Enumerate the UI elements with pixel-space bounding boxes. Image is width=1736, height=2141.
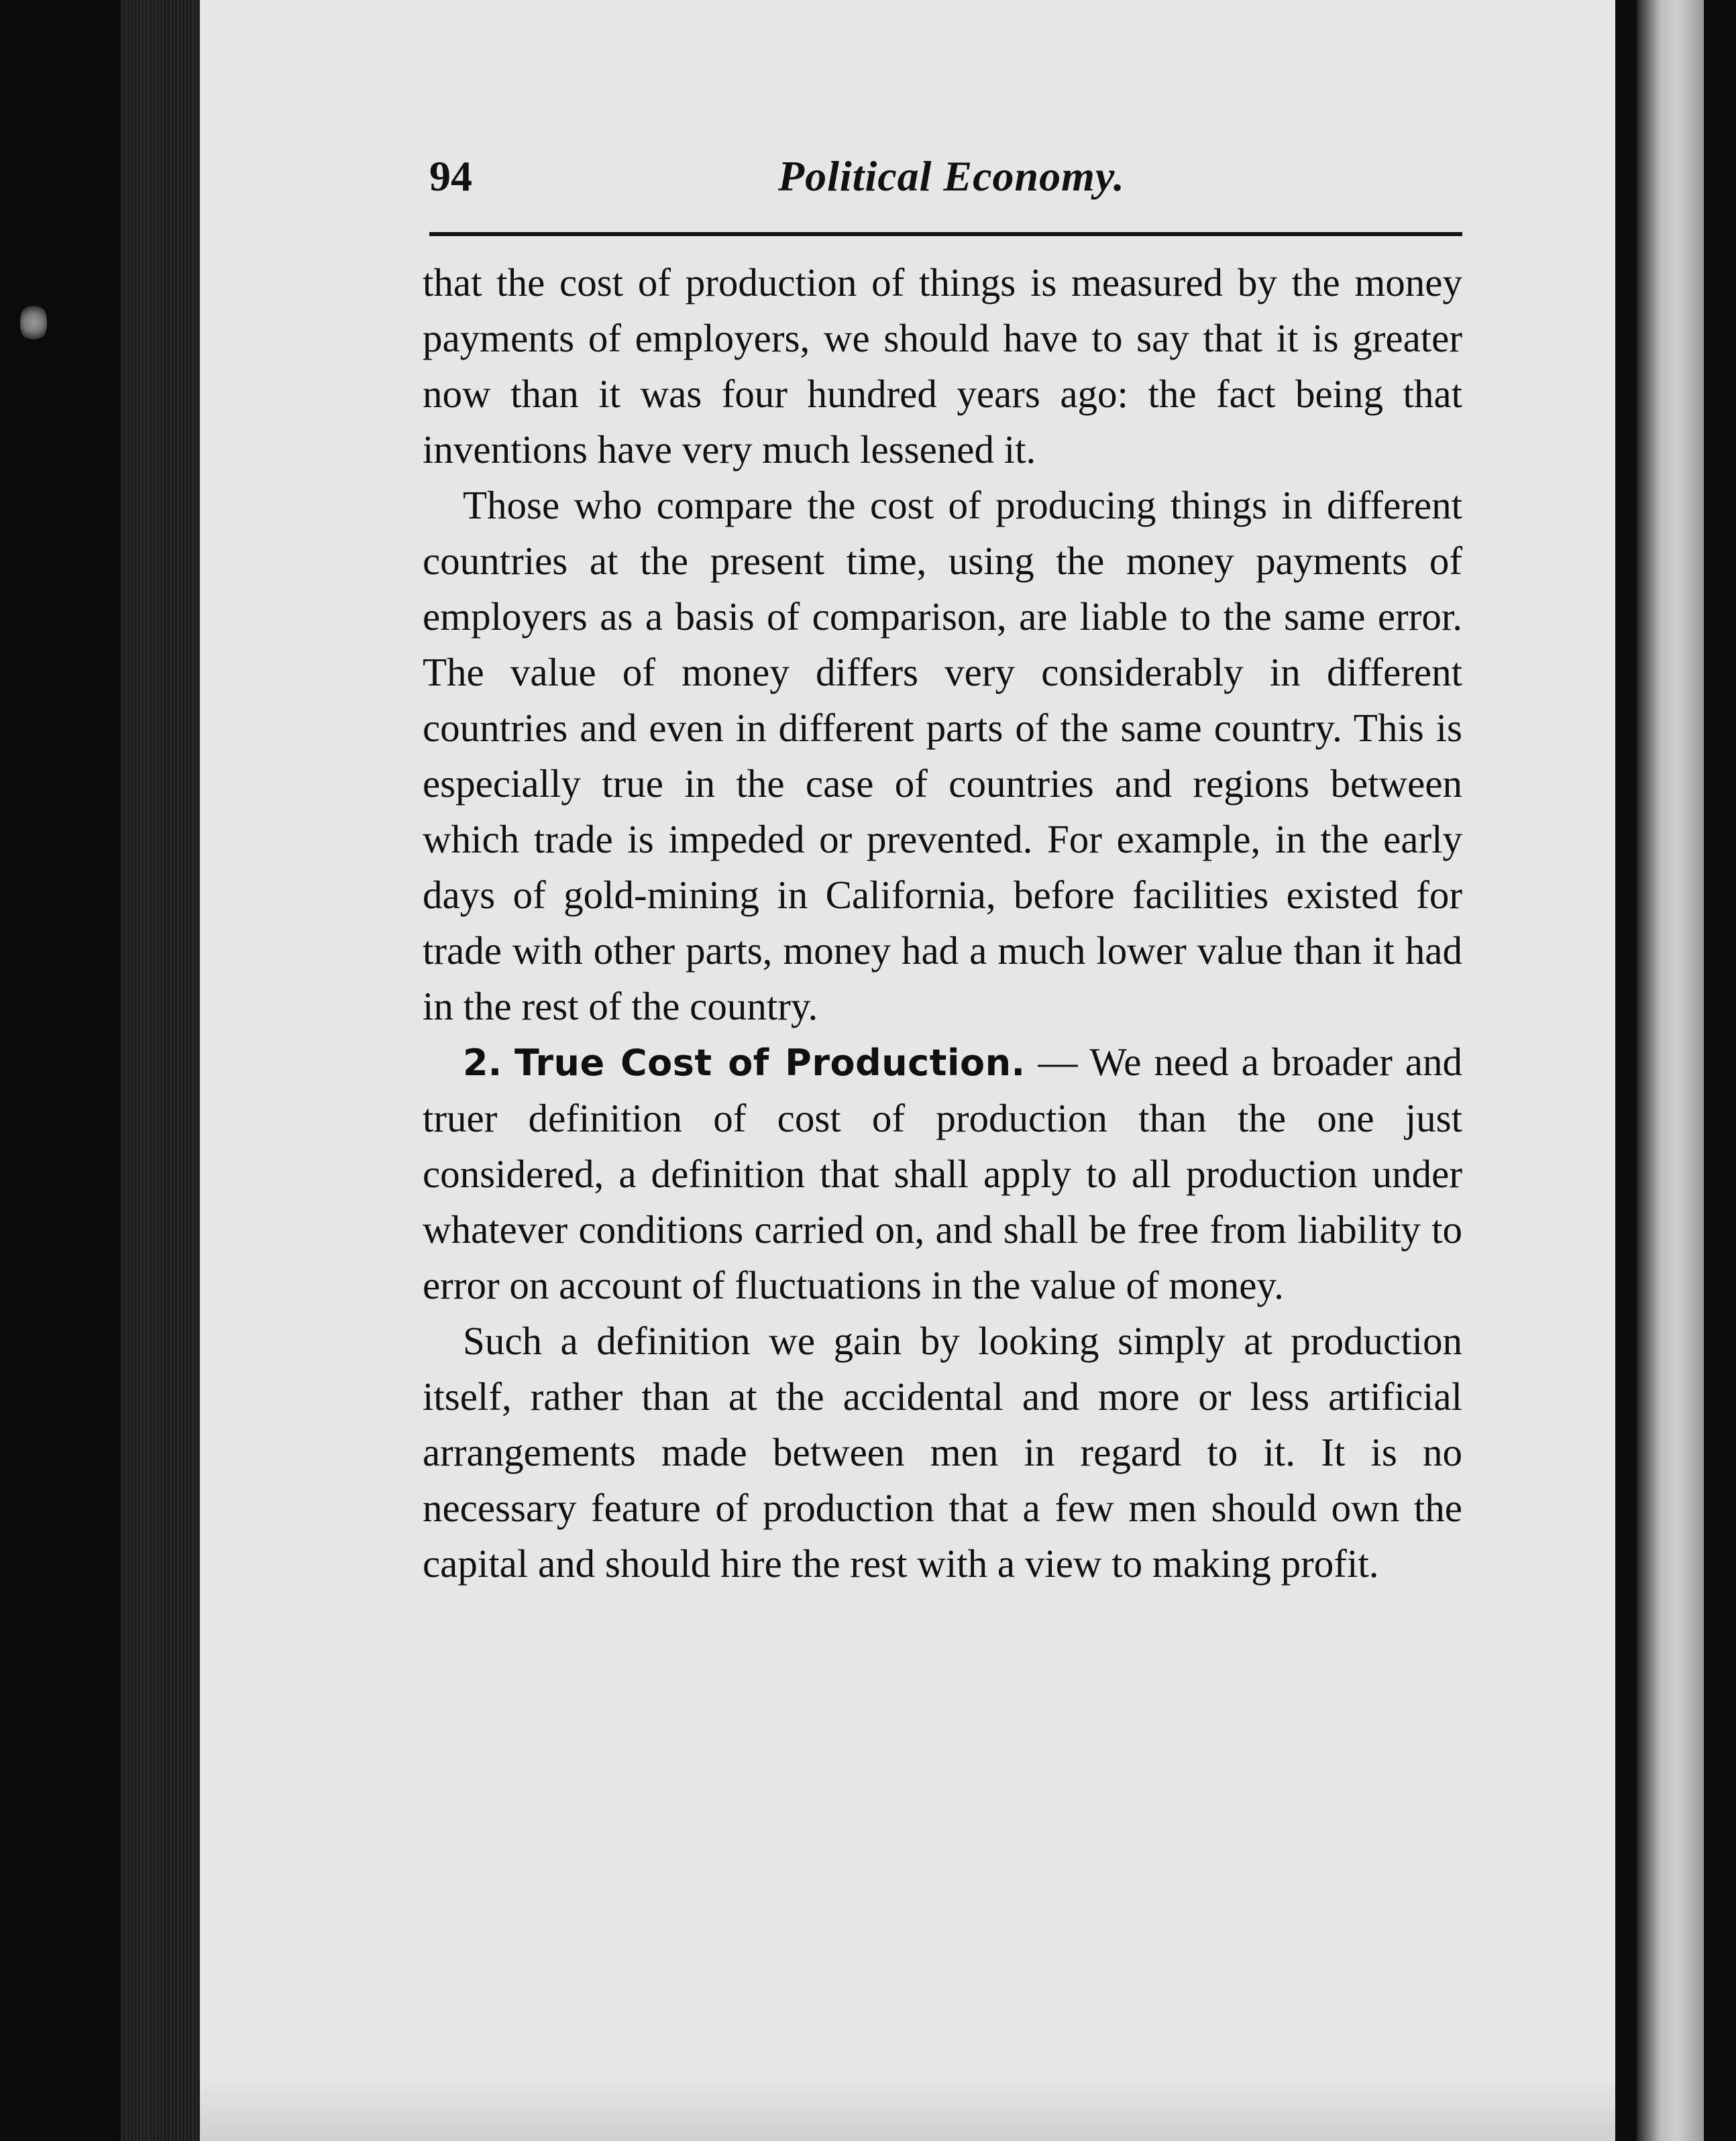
page-number: 94 — [429, 152, 472, 200]
page-bottom-shadow — [200, 2079, 1615, 2141]
facing-page-edge — [1637, 0, 1704, 2141]
book-page-edges — [121, 0, 201, 2141]
scan-artifact-mark — [20, 303, 47, 342]
section-number: 2. — [463, 1042, 502, 1084]
paragraph-2: Those who compare the cost of producing things in different countries at the present time, using the money payments of employers as a basis of comparison, are liable to the same error. The value of money differs very considerably in different countries and even in different parts of the same country. This is especially true in the case of countries and regions between which trade is impeded or prevented. For example, in the early days of gold-mining in California, before facilities existed for trade with other parts, money had a much lower value than it had in the rest of the country. — [423, 483, 1462, 1028]
paragraph-4: Such a definition we gain by looking simply at production itself, rather than at the accidental and more or less artificial arrangements made between men in regard to it. It is no necessary feature of production that a few men should own the capital and should hire the rest with a view to making profit. — [423, 1319, 1462, 1586]
header-rule — [429, 232, 1462, 236]
section-dash: — — [1025, 1040, 1090, 1084]
paragraph-1: that the cost of production of things is measured by the money payments of employers, we should have to say that it is greater now than it was four hundred years ago: the fact being that inventions have very much lessened it. — [423, 260, 1462, 472]
running-header — [429, 152, 1462, 212]
section-2-paragraph — [423, 1034, 1462, 1313]
section-heading: True Cost of Production. — [514, 1042, 1026, 1084]
body-text — [423, 255, 1462, 1592]
paragraph-3: We need a broader and truer definition of cost of production than the one just considered, a definition that shall apply to all production under whatever conditions carried on, and shall be free from liability to error on account of fluctuations in the value of money. — [423, 1040, 1462, 1307]
running-title: Political Economy. — [778, 152, 1125, 200]
